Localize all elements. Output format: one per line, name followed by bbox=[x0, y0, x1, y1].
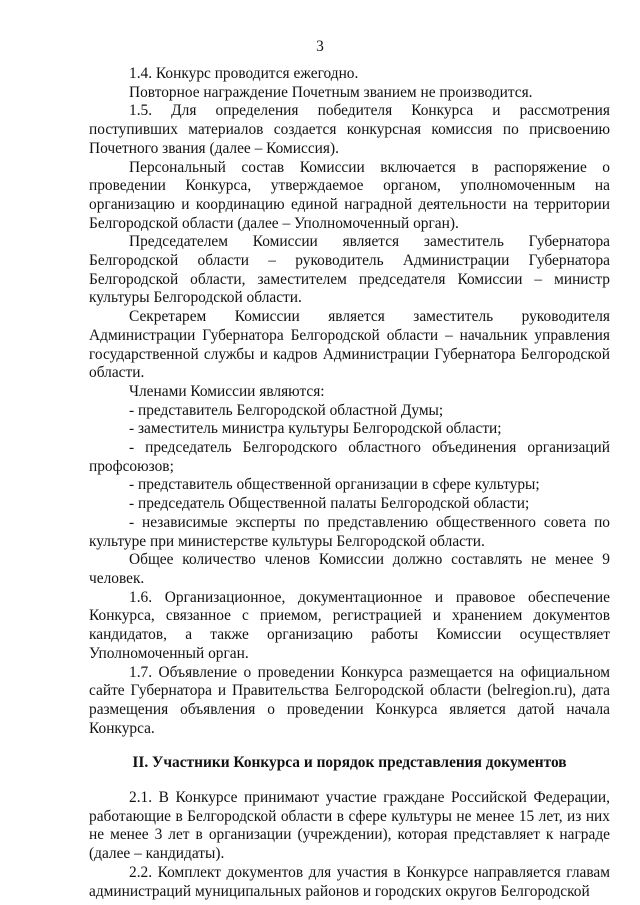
section-heading: II. Участники Конкурса и порядок представления документов bbox=[132, 754, 567, 772]
list-item: - заместитель министра культуры Белгородской области; bbox=[129, 420, 502, 438]
paragraph: 2.2. Комплект документов для участия в Конкурсе направляется главам администраций муниципальных районов и городских округов Белгородской bbox=[89, 863, 610, 900]
paragraph: Повторное награждение Почетным званием не производится. bbox=[129, 83, 533, 101]
list-item: - представитель Белгородской областной Думы; bbox=[129, 401, 444, 419]
list-item: - председатель Белгородского областного объединения организаций профсоюзов; bbox=[89, 439, 610, 475]
paragraph: 1.4. Конкурс проводится ежегодно. bbox=[129, 65, 359, 82]
document-body bbox=[89, 65, 610, 901]
paragraph: 1.5. Для определения победителя Конкурса и рассмотрения поступивших материалов создается конкурсная комиссия по присвоению Почетного звания (далее – Комиссия). bbox=[89, 102, 610, 157]
paragraph: Членами Комиссии являются: bbox=[129, 382, 325, 400]
list-item: - независимые эксперты по представлению общественного совета по культуре при министерстве культуры Белгородской области. bbox=[89, 513, 610, 550]
paragraph: Председателем Комиссии является заместитель Губернатора Белгородской области – руководитель Администрации Губернатора Белгородской области, заместителем председателя Комиссии – министр культуры Белгородской области. bbox=[89, 233, 610, 307]
page-number: 3 bbox=[316, 38, 324, 55]
paragraph: Секретарем Комиссии является заместитель руководителя Администрации Губернатора Белгородской области – начальник управления государственной службы и кадров Администрации Губернатора Белгородской области. bbox=[89, 308, 610, 382]
paragraph: Общее количество членов Комиссии должно составлять не менее 9 человек. bbox=[89, 551, 610, 587]
list-item: - представитель общественной организации в сфере культуры; bbox=[129, 476, 540, 494]
list-item: - председатель Общественной палаты Белгородской области; bbox=[129, 495, 530, 513]
paragraph: 1.7. Объявление о проведении Конкурса размещается на официальном сайте Губернатора и Правительства Белгородской области (belregion.ru), дата размещения объявления о проведении Конкурса является датой начала Конкурса. bbox=[89, 663, 610, 737]
paragraph: 2.1. В Конкурсе принимают участие граждане Российской Федерации, работающие в Белгородской области в сфере культуры не менее 15 лет, из них не менее 3 лет в организации (учреждении), которая представляет к награде (далее – кандидаты). bbox=[89, 789, 610, 863]
paragraph: Персональный состав Комиссии включается в распоряжение о проведении Конкурса, утверждаемое органом, уполномоченным на организацию и координацию единой наградной деятельности на территории Белгородской области (далее – Уполномоченный орган). bbox=[89, 158, 610, 232]
paragraph: 1.6. Организационное, документационное и правовое обеспечение Конкурса, связанное с приемом, регистрацией и хранением документов кандидатов, а также организацию работы Комиссии осуществляет Уполномоченный орган. bbox=[89, 588, 610, 662]
